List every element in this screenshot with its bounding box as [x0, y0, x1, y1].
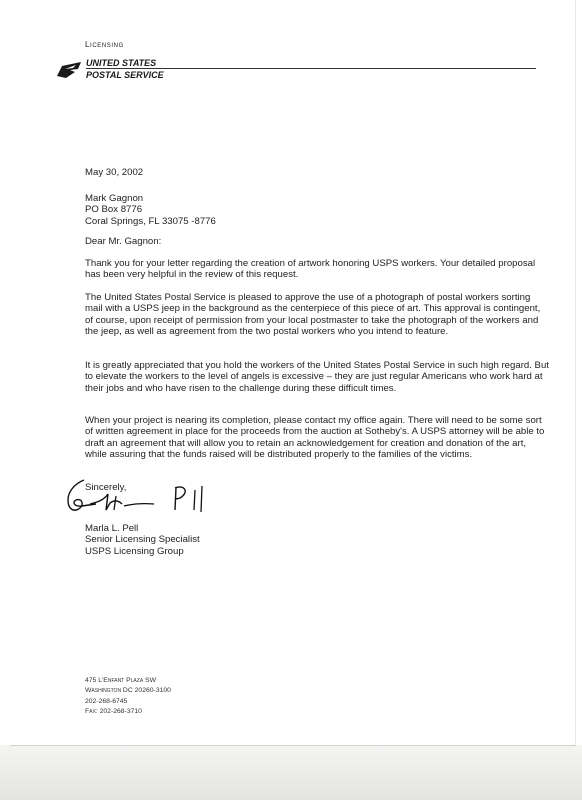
paragraph-text: When your project is nearing its completion, please contact my office again. There will need to be some sort of written agreement in place for the proceeds from the auction at Sotheby's. A USPS attorney will be able to draft an agreement that will allow you to retain an acknowledgement for creation and donation of the art, while assuring that the funds raised will be distributed properly to the families of the victims. [85, 415, 545, 461]
footer-fax-line [85, 707, 171, 717]
paragraph-4 [85, 415, 550, 461]
signer-title: Senior Licensing Specialist [85, 534, 200, 546]
logo-line-1: UNITED STATES [86, 58, 157, 68]
signer-name: Marla L. Pell [85, 523, 139, 534]
logo-text [86, 58, 164, 80]
usps-logo [56, 58, 536, 82]
signer-group: USPS Licensing Group [85, 545, 184, 557]
footer-fax-label: Fax: [85, 708, 98, 716]
recipient-address [85, 193, 550, 227]
signer-block [85, 523, 550, 557]
logo-line-2: POSTAL SERVICE [86, 70, 164, 80]
paragraph-3 [85, 360, 550, 394]
page-right-edge [575, 0, 576, 745]
salutation: Dear Mr. Gagnon: [85, 236, 162, 247]
paragraph-2 [85, 292, 550, 338]
paragraph-1 [85, 258, 550, 281]
paragraph-text: It is greatly appreciated that you hold the workers of the United States Postal Service in such high regard. But to elevate the workers to the level of angels is excessive – they are just regular Americans who work hard at their jobs and who have risen to the challenge during these difficult times. [85, 360, 549, 394]
footer-city-line [85, 686, 171, 696]
footer-fax: 202-268-3710 [99, 708, 142, 716]
handwritten-signature [62, 476, 222, 526]
footer-zip: 20260-3100 [134, 687, 171, 695]
footer-city: Washington DC [85, 687, 133, 695]
recipient-address-line-1: PO Box 8776 [85, 204, 143, 216]
page-bottom-edge [10, 745, 576, 746]
eagle-icon [56, 60, 82, 80]
closing: Sincerely, [85, 482, 127, 493]
department-label: Licensing [85, 40, 124, 49]
paragraph-text: The United States Postal Service is pleased to approve the use of a photograph of postal workers sorting mail with a USPS jeep in the background as the centerpiece of this piece of art. This approval is contingent, of course, upon receipt of permission from your local postmaster to take the photograph of the workers and the jeep, as well as agreement from the two postal workers who you intend to feature. [85, 292, 541, 338]
footer-street: 475 L'Enfant Plaza SW [85, 677, 156, 684]
footer-phone: 202-268-6745 [85, 697, 128, 705]
paragraph-text: Thank you for your letter regarding the creation of artwork honoring USPS workers. Your detailed proposal has been very helpful in the review of this request. [85, 258, 536, 281]
recipient-address-line-2: Coral Springs, FL 33075 -8776 [85, 215, 216, 227]
letter-date: May 30, 2002 [85, 167, 144, 178]
recipient-name: Mark Gagnon [85, 193, 144, 204]
footer-address [85, 676, 171, 718]
scan-bottom-margin [0, 745, 582, 800]
